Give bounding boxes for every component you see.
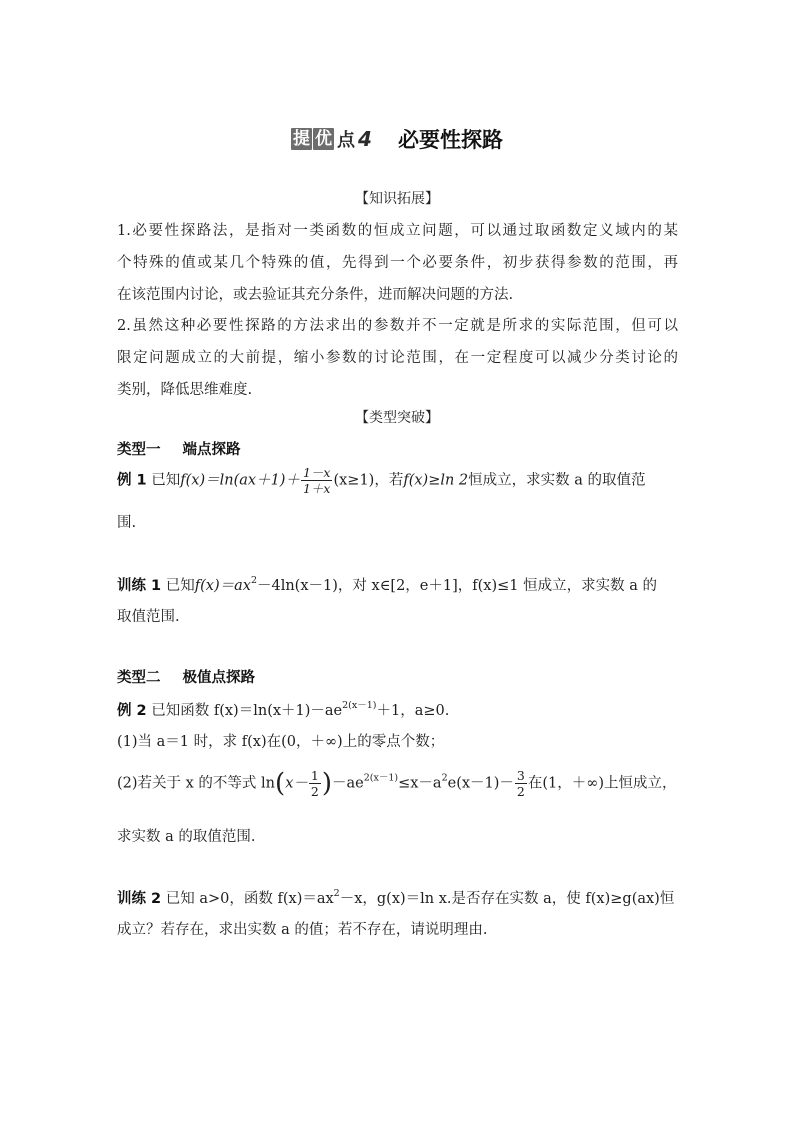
train2-rest: －x，g(x)＝ln x.是否存在实数 a，使 f(x)≥g(ax)恒 <box>339 891 675 907</box>
q2-fraction-1-numerator: 1 <box>310 768 319 783</box>
train2-intro: 已知 a>0，函数 f(x)＝ax <box>165 891 334 907</box>
example2-function: 已知函数 f(x)＝ln(x＋1)－ae <box>151 703 343 719</box>
knowledge-p2-line3: 类别，降低思维难度. <box>117 382 253 398</box>
example1-fraction-denominator: 1＋x <box>302 481 331 496</box>
train1-rest: －4ln(x－1)，对 x∈[2，e＋1]，f(x)≤1 恒成立，求实数 a 的 <box>256 578 657 594</box>
train2-label: 训练 2 <box>117 891 162 907</box>
train1-label: 训练 1 <box>117 578 162 594</box>
train2-line2: 成立？若存在，求出实数 a 的值；若不存在，请说明理由. <box>117 922 488 938</box>
q2-exponent-2: 2 <box>441 772 448 784</box>
q2-exponent-1: 2(x－1) <box>363 772 399 784</box>
knowledge-p1-line2: 个特殊的值或某几个特殊的值，先得到一个必要条件，初步获得参数的范围，再 <box>117 255 678 271</box>
example1-intro: 已知 <box>151 472 181 489</box>
example2-question2-line1 <box>117 768 677 799</box>
q2-term-e: e(x－1)－ <box>447 775 514 792</box>
q2-fraction-1 <box>309 768 321 799</box>
q2-term-x-a: ≤x－a <box>398 775 442 792</box>
train1-exponent: 2 <box>250 575 257 586</box>
train2-line1 <box>117 887 674 908</box>
type1-label: 类型一 <box>117 442 161 458</box>
train1-line2: 取值范围. <box>117 609 180 625</box>
q2-intro: (2)若关于 x 的不等式 ln <box>117 775 276 792</box>
title-badge-2: 优 <box>315 129 333 149</box>
q2-fraction-2-numerator: 3 <box>516 768 525 783</box>
q2-x-minus: x－ <box>285 775 308 792</box>
section-types-header: 【类型突破】 <box>355 410 439 426</box>
title-main: 必要性探路 <box>397 128 503 152</box>
example1-domain: (x≥1)，若 <box>333 472 404 489</box>
example2-label: 例 2 <box>117 703 147 719</box>
q2-term-ae: －ae <box>331 775 364 792</box>
example1-fraction <box>301 465 333 496</box>
example1-fraction-numerator: 1－x <box>302 465 331 480</box>
title-point: 点 <box>337 130 356 151</box>
knowledge-p1-line1: 1.必要性探路法，是指对一类函数的恒成立问题，可以通过取函数定义域内的某 <box>117 223 678 239</box>
knowledge-p2-line2: 限定问题成立的大前提，缩小参数的讨论范围，在一定程度可以减少分类讨论的 <box>117 350 678 366</box>
knowledge-p1-line3: 在该范围内讨论，或去验证其充分条件，进而解决问题的方法. <box>117 287 514 303</box>
section-knowledge-header: 【知识拓展】 <box>355 191 439 207</box>
q2-range: 在(1，＋∞)上恒成立， <box>527 775 677 792</box>
title-number: 4 <box>358 127 372 151</box>
example1-label: 例 1 <box>117 472 147 489</box>
example1-line2: 围. <box>117 515 137 531</box>
q2-fraction-2-denominator: 2 <box>516 784 525 799</box>
example1-condition: f(x)≥ln 2 <box>403 472 469 489</box>
q2-left-paren: ( <box>275 768 286 799</box>
knowledge-p2-line1: 2.虽然这种必要性探路的方法求出的参数并不一定就是所求的实际范围，但可以 <box>117 318 678 334</box>
type1-heading <box>117 438 241 459</box>
page-title <box>0 124 794 154</box>
type2-name: 极值点探路 <box>182 670 255 686</box>
example2-line1 <box>117 699 449 720</box>
example2-condition: ＋1，a≥0. <box>376 703 450 719</box>
train2-exponent: 2 <box>333 888 340 899</box>
title-badge-1: 提 <box>293 129 311 149</box>
example2-exponent: 2(x－1) <box>342 700 377 711</box>
q2-right-paren: ) <box>321 768 332 799</box>
q2-fraction-2 <box>515 768 527 799</box>
example2-question1: (1)当 a＝1 时，求 f(x)在(0，＋∞)上的零点个数； <box>117 734 445 750</box>
train1-intro: 已知 <box>165 578 195 594</box>
q2-fraction-1-denominator: 2 <box>310 784 319 799</box>
type2-heading <box>117 666 255 687</box>
example1-function: f(x)＝ln(ax＋1)＋ <box>180 472 300 489</box>
example1-line1 <box>117 465 646 496</box>
train1-line1 <box>117 574 657 595</box>
example2-question2-line2: 求实数 a 的取值范围. <box>117 829 256 845</box>
example1-rest: 恒成立，求实数 a 的取值范 <box>468 472 646 489</box>
type1-name: 端点探路 <box>182 442 241 458</box>
train1-function: f(x)＝ax <box>194 578 251 594</box>
type2-label: 类型二 <box>117 670 161 686</box>
